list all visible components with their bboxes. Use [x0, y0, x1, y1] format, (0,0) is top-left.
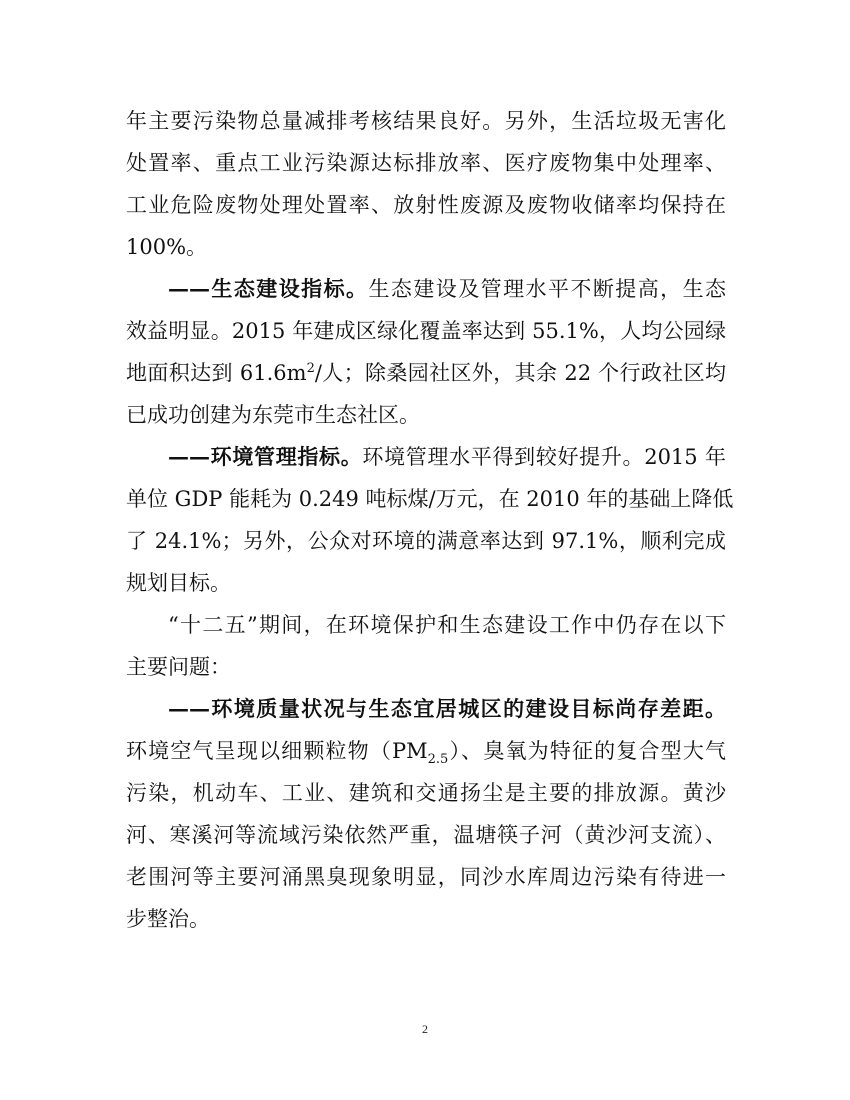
paragraph-environment-management	[126, 436, 734, 604]
text-span: 环境管理水平得到较好提升。2015 年	[362, 445, 727, 469]
text-line: 主要问题：	[126, 655, 231, 679]
superscript: 2	[306, 361, 315, 376]
paragraph-environment-quality-gap	[126, 688, 726, 940]
text-line: 了 24.1%；另外，公众对环境的满意率达到 97.1%，顺利完成	[126, 529, 726, 553]
text-line: 规划目标。	[126, 571, 231, 595]
text-line	[126, 352, 726, 394]
text-line	[126, 268, 726, 310]
text-span: 生态建设及管理水平不断提高，生态	[368, 277, 727, 301]
text-line: 100%。	[126, 235, 208, 259]
section-heading: ——环境质量状况与生态宜居城区的建设目标尚存差距。	[168, 696, 726, 721]
text-span: ）、臭氧为特征的复合型大气	[448, 739, 726, 763]
text-line: 年主要污染物总量减排考核结果良好。另外，生活垃圾无害化	[126, 109, 726, 133]
text-line	[126, 730, 726, 772]
text-line: 河、寒溪河等流域污染依然严重，温塘筷子河（黄沙河支流）、	[126, 823, 726, 847]
text-span: 地面积达到 61.6m	[126, 361, 307, 385]
text-line: 污染，机动车、工业、建筑和交通扬尘是主要的排放源。黄沙	[126, 781, 726, 805]
text-line: 已成功创建为东莞市生态社区。	[126, 403, 420, 427]
subscript: 2.5	[427, 752, 449, 768]
text-line: 步整治。	[126, 907, 210, 931]
document-body	[126, 100, 734, 940]
text-line: 工业危险废物处理处置率、放射性废源及废物收储率均保持在	[126, 193, 726, 217]
text-span: /人；除桑园社区外，其余 22 个行政社区均	[314, 361, 726, 385]
section-heading: ——环境管理指标。	[168, 444, 363, 469]
section-heading: ——生态建设指标。	[168, 276, 369, 301]
text-line: “十二五”期间，在环境保护和生态建设工作中仍存在以下	[168, 613, 726, 637]
text-span: 环境空气呈现以细颗粒物（PM	[126, 739, 428, 763]
text-line: 处置率、重点工业污染源达标排放率、医疗废物集中处理率、	[126, 151, 726, 175]
text-line: 老围河等主要河涌黑臭现象明显，同沙水库周边污染有待进一	[126, 865, 726, 889]
paragraph-main-problems	[126, 604, 726, 688]
text-line: 单位 GDP 能耗为 0.249 吨标煤/万元，在 2010 年的基础上降低	[126, 487, 734, 511]
paragraph-pollution-results	[126, 100, 726, 268]
text-line	[126, 436, 726, 478]
paragraph-ecological-indicators	[126, 268, 726, 436]
page-number: 2	[422, 1022, 428, 1036]
text-line: 效益明显。2015 年建成区绿化覆盖率达到 55.1%，人均公园绿	[126, 319, 726, 343]
